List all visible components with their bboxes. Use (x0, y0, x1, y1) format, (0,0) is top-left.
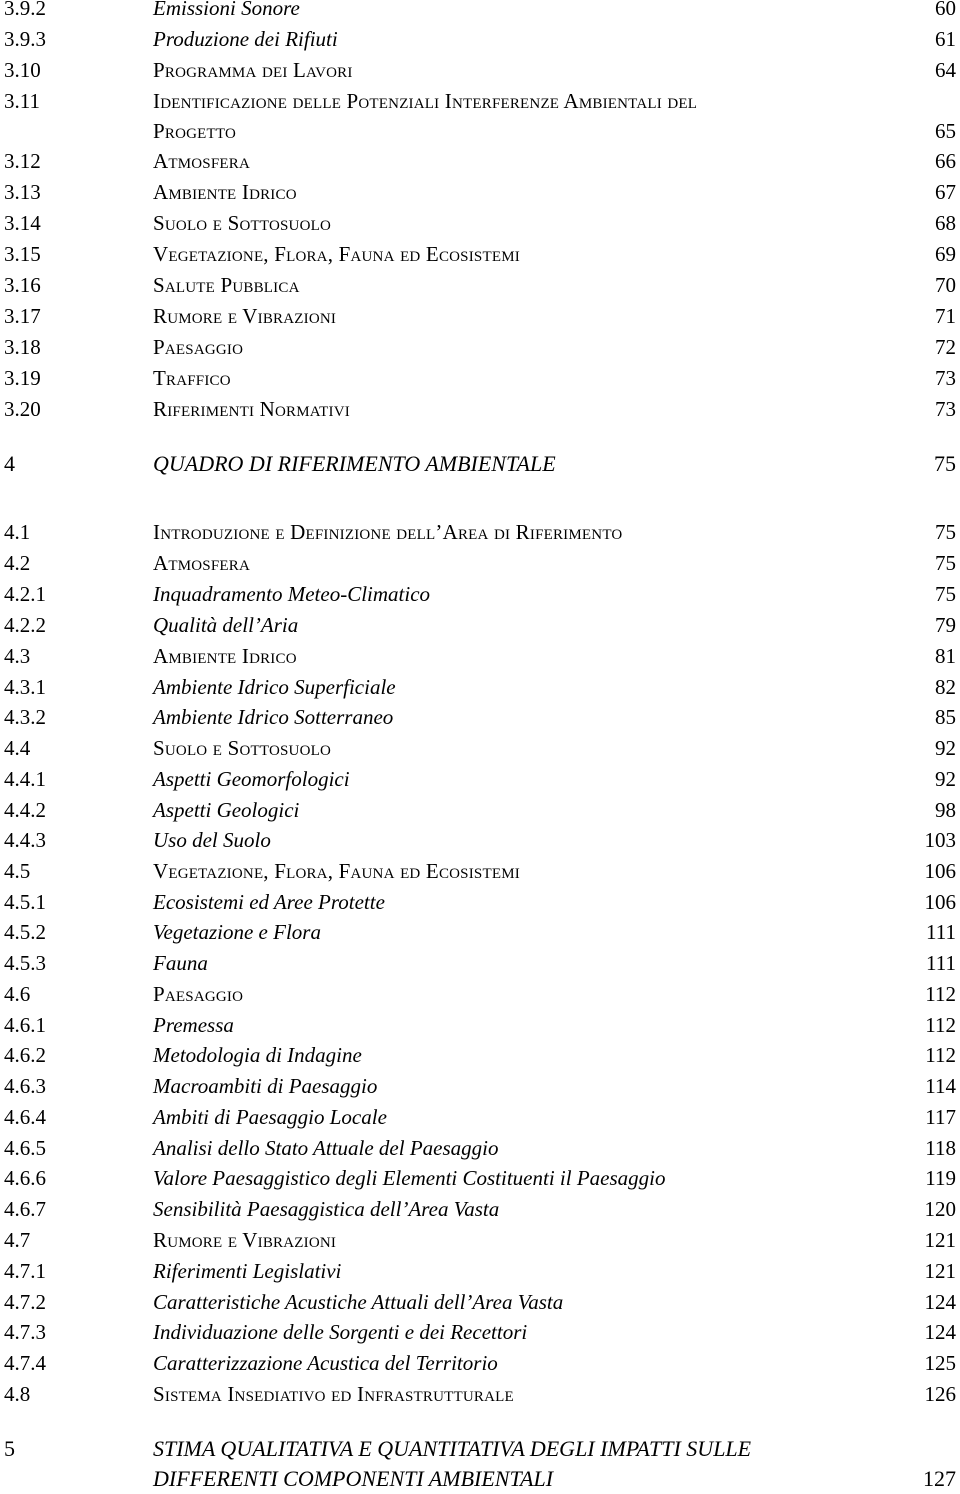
toc-entry[interactable] (0, 270, 960, 300)
toc-entry[interactable] (0, 764, 960, 794)
toc-entry[interactable] (0, 733, 960, 763)
toc-entry[interactable] (0, 795, 960, 825)
toc-entry-page: 79 (935, 613, 956, 637)
toc-entry-title[interactable]: Qualità dell’Aria (153, 613, 299, 637)
toc-entry-number: 3.15 (4, 242, 41, 266)
toc-entry-title[interactable]: Individuazione delle Sorgenti e dei Recettori (153, 1320, 528, 1344)
toc-entry-page: 112 (925, 1013, 956, 1037)
toc-entry-title[interactable]: Valore Paesaggistico degli Elementi Costituenti il Paesaggio (153, 1166, 666, 1190)
toc-entry-title[interactable]: Premessa (153, 1013, 234, 1037)
toc-entry-title[interactable]: Riferimenti Legislativi (153, 1259, 342, 1283)
toc-entry-title[interactable]: Macroambiti di Paesaggio (153, 1074, 378, 1098)
toc-entry-page: 73 (935, 397, 956, 421)
toc-entry-number: 4.5.3 (4, 951, 46, 975)
toc-entry-title[interactable]: Sensibilità Paesaggistica dell’Area Vasta (153, 1197, 500, 1221)
toc-entry[interactable] (0, 641, 960, 671)
toc-entry-page: 111 (926, 920, 956, 944)
toc-entry-number: 3.9.3 (4, 27, 46, 51)
toc-entry-title[interactable]: Analisi dello Stato Attuale del Paesaggio (153, 1136, 499, 1160)
toc-entry-title[interactable]: Suolo e Sottosuolo (153, 211, 332, 235)
toc-entry[interactable] (0, 1133, 960, 1163)
toc-entry-page: 73 (935, 366, 956, 390)
toc-entry-number: 4.6.6 (4, 1166, 46, 1190)
toc-entry-page: 70 (935, 273, 956, 297)
toc-entry-title[interactable]: Rumore e Vibrazioni (153, 304, 337, 328)
toc-entry-page: 103 (924, 828, 956, 852)
toc-entry-title[interactable]: Metodologia di Indagine (153, 1043, 362, 1067)
toc-entry-page: 81 (935, 644, 956, 668)
toc-entry-number: 4.6.4 (4, 1105, 46, 1129)
toc-entry[interactable] (0, 332, 960, 362)
toc-entry-title[interactable]: Uso del Suolo (153, 828, 271, 852)
toc-entry-title[interactable]: Programma dei Lavori (153, 58, 353, 82)
toc-entry-number: 3.17 (4, 304, 41, 328)
toc-entry-number: 4 (4, 451, 15, 476)
toc-entry-page: 124 (924, 1320, 956, 1344)
toc-entry[interactable] (0, 548, 960, 578)
toc-entry-page: 112 (925, 1043, 956, 1067)
toc-entry-number: 4.7.1 (4, 1259, 46, 1283)
toc-entry[interactable] (0, 610, 960, 640)
toc-entry-page: 124 (924, 1290, 956, 1314)
toc-entry-number: 4.4.1 (4, 767, 46, 791)
toc-entry-number: 4.7 (4, 1228, 31, 1252)
toc-entry-page: 114 (925, 1074, 956, 1098)
toc-entry[interactable] (0, 825, 960, 855)
toc-entry-page: 121 (924, 1259, 956, 1283)
toc-entry[interactable] (0, 1194, 960, 1224)
toc-entry-title[interactable]: Vegetazione e Flora (153, 920, 321, 944)
toc-entry-number: 4.6 (4, 982, 31, 1006)
toc-entry[interactable] (0, 0, 960, 23)
toc-entry-title[interactable]: QUADRO DI RIFERIMENTO AMBIENTALE (153, 451, 556, 476)
toc-entry[interactable] (0, 1102, 960, 1132)
toc-entry-number: 5 (4, 1436, 15, 1461)
toc-entry-number: 4.5.1 (4, 890, 46, 914)
toc-entry-number: 3.18 (4, 335, 41, 359)
toc-entry-title[interactable]: Ecosistemi ed Aree Protette (153, 890, 385, 914)
toc-entry-number: 3.14 (4, 211, 41, 235)
toc-entry[interactable] (0, 887, 960, 917)
toc-entry[interactable] (0, 979, 960, 1009)
toc-entry-page: 125 (924, 1351, 956, 1375)
toc-entry-title[interactable]: Emissioni Sonore (153, 0, 300, 20)
toc-entry-number: 4.4.2 (4, 798, 46, 822)
toc-entry-number: 3.13 (4, 180, 41, 204)
toc-entry-title[interactable]: Vegetazione, Flora, Fauna ed Ecosistemi (153, 242, 520, 266)
toc-entry-title[interactable]: Fauna (153, 951, 208, 975)
toc-entry-page: 75 (935, 582, 956, 606)
toc-entry-page: 92 (935, 736, 956, 760)
toc-entry-page: 64 (935, 58, 956, 82)
toc-entry-page: 68 (935, 211, 956, 235)
toc-entry-page: 120 (924, 1197, 956, 1221)
toc-entry-page: 85 (935, 705, 956, 729)
toc-entry[interactable] (0, 394, 960, 424)
toc-entry-number: 4.6.2 (4, 1043, 46, 1067)
toc-entry-number: 3.12 (4, 149, 41, 173)
toc-entry[interactable] (0, 1163, 960, 1193)
toc-entry-page: 66 (935, 149, 956, 173)
toc-entry[interactable] (0, 301, 960, 331)
toc-entry-number: 3.9.2 (4, 0, 46, 20)
toc-entry-number: 4.5 (4, 859, 31, 883)
toc-entry-title[interactable]: Paesaggio (153, 335, 244, 359)
toc-entry-title[interactable]: Progetto (153, 119, 236, 143)
toc-entry-number: 4.7.2 (4, 1290, 46, 1314)
toc-entry[interactable] (0, 856, 960, 886)
toc-entry-number: 4.2.1 (4, 582, 46, 606)
toc-entry-number: 4.4 (4, 736, 31, 760)
toc-entry-title[interactable]: Rumore e Vibrazioni (153, 1228, 337, 1252)
toc-entry[interactable] (0, 1287, 960, 1317)
toc-entry-title[interactable]: STIMA QUALITATIVA E QUANTITATIVA DEGLI IMPATTI SULLE (153, 1436, 752, 1461)
toc-entry[interactable] (0, 1464, 960, 1494)
toc-entry-number: 4.2.2 (4, 613, 46, 637)
toc-entry-number: 4.6.5 (4, 1136, 46, 1160)
toc-entry-title[interactable]: DIFFERENTI COMPONENTI AMBIENTALI (153, 1466, 554, 1491)
toc-entry-page: 69 (935, 242, 956, 266)
toc-entry-title[interactable]: Atmosfera (153, 149, 250, 173)
toc-entry-title[interactable]: Produzione dei Rifiuti (153, 27, 338, 51)
toc-entry-page: 72 (935, 335, 956, 359)
toc-entry-page: 112 (925, 982, 956, 1006)
toc-entry-title[interactable]: Ambiti di Paesaggio Locale (153, 1105, 387, 1129)
toc-entry[interactable] (0, 948, 960, 978)
toc-entry[interactable] (0, 579, 960, 609)
toc-entry[interactable] (0, 702, 960, 732)
toc-entry-title[interactable]: Suolo e Sottosuolo (153, 736, 332, 760)
toc-entry-title[interactable]: Vegetazione, Flora, Fauna ed Ecosistemi (153, 859, 520, 883)
toc-entry-page: 111 (926, 951, 956, 975)
toc-entry[interactable] (0, 517, 960, 547)
toc-entry-number: 3.10 (4, 58, 41, 82)
toc-entry-number: 4.6.3 (4, 1074, 46, 1098)
toc-entry-title[interactable]: Aspetti Geomorfologici (153, 767, 350, 791)
toc-entry-number: 3.19 (4, 366, 41, 390)
toc-entry-title[interactable]: Riferimenti Normativi (153, 397, 350, 421)
toc-entry-title[interactable]: Paesaggio (153, 982, 244, 1006)
toc-entry-number: 4.2 (4, 551, 31, 575)
toc-entry-title[interactable]: Caratterizzazione Acustica del Territorio (153, 1351, 498, 1375)
toc-entry[interactable] (0, 1010, 960, 1040)
toc-entry[interactable] (0, 1040, 960, 1070)
toc-entry-page: 75 (934, 451, 956, 476)
toc-entry-page: 65 (935, 119, 956, 143)
toc-entry-page: 106 (924, 890, 956, 914)
toc-entry[interactable] (0, 146, 960, 176)
toc-entry-page: 106 (924, 859, 956, 883)
toc-entry-page: 71 (935, 304, 956, 328)
toc-entry[interactable] (0, 177, 960, 207)
toc-entry-number: 4.8 (4, 1382, 31, 1406)
toc-entry-title[interactable]: Traffico (153, 366, 231, 390)
toc-entry[interactable] (0, 363, 960, 393)
toc-entry-page: 98 (935, 798, 956, 822)
toc-entry-page: 118 (925, 1136, 956, 1160)
toc-entry[interactable] (0, 208, 960, 238)
toc-entry-number: 4.5.2 (4, 920, 46, 944)
toc-entry-page: 126 (924, 1382, 956, 1406)
toc-entry-page: 117 (925, 1105, 956, 1129)
toc-entry-number: 4.3 (4, 644, 31, 668)
toc-entry[interactable] (0, 86, 960, 116)
toc-entry-page: 75 (935, 551, 956, 575)
toc-entry-title[interactable]: Caratteristiche Acustiche Attuali dell’Area Vasta (153, 1290, 564, 1314)
toc-entry-number: 3.16 (4, 273, 41, 297)
toc-entry-page: 60 (935, 0, 956, 20)
toc-entry-page: 75 (935, 520, 956, 544)
toc-entry-title[interactable]: Aspetti Geologici (153, 798, 300, 822)
toc-entry-title[interactable]: Ambiente Idrico (153, 180, 297, 204)
toc-entry[interactable] (0, 449, 960, 479)
toc-entry-number: 4.3.2 (4, 705, 46, 729)
toc-entry[interactable] (0, 1317, 960, 1347)
toc-entry[interactable] (0, 116, 960, 146)
toc-entry-title[interactable]: Ambiente Idrico (153, 644, 297, 668)
toc-entry-page: 121 (924, 1228, 956, 1252)
toc-entry-number: 4.4.3 (4, 828, 46, 852)
toc-entry[interactable] (0, 917, 960, 947)
toc-entry[interactable] (0, 1256, 960, 1286)
toc-entry-number: 4.6.7 (4, 1197, 46, 1221)
toc-entry-page: 67 (935, 180, 956, 204)
toc-entry-title[interactable]: Inquadramento Meteo-Climatico (153, 582, 431, 606)
toc-entry[interactable] (0, 1071, 960, 1101)
toc-entry-number: 4.3.1 (4, 675, 46, 699)
toc-entry-page: 61 (935, 27, 956, 51)
toc-entry-number: 3.11 (4, 89, 40, 113)
toc-entry-number: 4.7.3 (4, 1320, 46, 1344)
toc-entry-title[interactable]: Atmosfera (153, 551, 250, 575)
toc-entry[interactable] (0, 24, 960, 54)
toc-entry-page: 92 (935, 767, 956, 791)
toc-entry-title[interactable]: Ambiente Idrico Superficiale (153, 675, 396, 699)
toc-entry[interactable] (0, 55, 960, 85)
toc-entry[interactable] (0, 1225, 960, 1255)
toc-entry-title[interactable]: Identificazione delle Potenziali Interferenze Ambientali del (153, 89, 698, 113)
toc-entry-title[interactable]: Ambiente Idrico Sotterraneo (153, 705, 394, 729)
toc-entry-title[interactable]: Sistema Insediativo ed Infrastrutturale (153, 1382, 514, 1406)
toc-entry[interactable] (0, 1379, 960, 1409)
toc-entry-number: 4.6.1 (4, 1013, 46, 1037)
toc-entry[interactable] (0, 1434, 960, 1464)
toc-entry-page: 127 (923, 1466, 956, 1491)
toc-entry-number: 3.20 (4, 397, 41, 421)
toc-entry-title[interactable]: Salute Pubblica (153, 273, 300, 297)
toc-entry[interactable] (0, 239, 960, 269)
toc-entry[interactable] (0, 672, 960, 702)
toc-entry-page: 82 (935, 675, 956, 699)
toc-entry-title[interactable]: Introduzione e Definizione dell’Area di Riferimento (153, 520, 623, 544)
toc-entry[interactable] (0, 1348, 960, 1378)
toc-entry-number: 4.1 (4, 520, 31, 544)
toc-entry-page: 119 (925, 1166, 956, 1190)
toc-entry-number: 4.7.4 (4, 1351, 46, 1375)
